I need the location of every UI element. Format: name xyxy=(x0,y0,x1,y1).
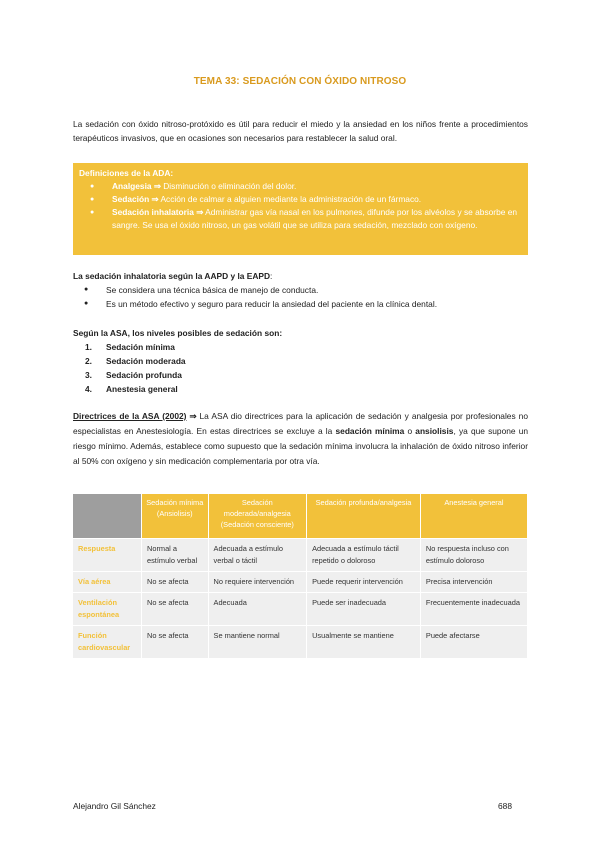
directrices-arrow: ⇒ xyxy=(186,411,200,421)
intro-paragraph: La sedación con óxido nitroso-protóxido es útil para reducir el miedo y la ansiedad en los niños frente a procedimientos terapéuticos invasivos, que en ocasiones son necesarios para restablecer la salud oral. xyxy=(73,119,528,143)
list-label: Sedación mínima xyxy=(106,342,175,352)
header-subline: (Ansiolisis) xyxy=(156,509,193,518)
row-header: Función cardiovascular xyxy=(73,626,142,659)
asa-levels-heading: Según la ASA, los niveles posibles de sedación son: xyxy=(73,328,283,338)
definition-item xyxy=(112,180,522,193)
definition-item xyxy=(112,206,522,232)
table-cell: No respuesta incluso con estímulo doloroso xyxy=(420,539,527,572)
table-header xyxy=(307,494,421,539)
table-cell: Se mantiene normal xyxy=(208,626,307,659)
list-number: 1. xyxy=(85,342,92,352)
asa-levels-section xyxy=(73,326,528,396)
definition-text: Disminución o eliminación del dolor. xyxy=(160,181,297,191)
directrices-text: , ya que supone un riesgo mínimo. Además, establece como supuesto que la sedación mínima involucra la inhalación de óxido nitroso inferior al 50% con oxígeno y sin medicación complementaria por otra vía. xyxy=(73,426,529,466)
table-cell: Adecuada xyxy=(208,593,307,626)
list-label: Sedación moderada xyxy=(106,356,186,366)
definitions-heading: Definiciones de la ADA: xyxy=(79,168,174,178)
header-line: Sedación moderada/analgesia xyxy=(223,498,291,518)
table-header xyxy=(142,494,209,539)
inhalatoria-colon: : xyxy=(270,271,273,281)
inhalatoria-section xyxy=(73,269,528,311)
table-header xyxy=(420,494,527,539)
list-item xyxy=(85,340,528,354)
table-cell: No se afecta xyxy=(142,593,209,626)
table-cell: No requiere intervención xyxy=(208,572,307,593)
list-label: Anestesia general xyxy=(106,384,178,394)
table-cell: Puede afectarse xyxy=(420,626,527,659)
footer-page-number: 688 xyxy=(498,801,512,811)
table-cell: Precisa intervención xyxy=(420,572,527,593)
table-cell: Adecuada a estímulo verbal o táctil xyxy=(208,539,307,572)
table-corner xyxy=(73,494,142,539)
definition-term: Sedación inhalatoria ⇒ xyxy=(112,207,204,217)
asa-levels-list xyxy=(73,340,528,396)
list-item: ● Es un método efectivo y seguro para reducir la ansiedad del paciente en la clínica dental. xyxy=(106,297,528,311)
definitions-list xyxy=(79,180,522,232)
directrices-paragraph xyxy=(73,409,528,469)
table-row xyxy=(73,593,528,626)
list-item xyxy=(85,382,528,396)
row-header: Vía aérea xyxy=(73,572,142,593)
list-number: 2. xyxy=(85,356,92,366)
definition-text: Acción de calmar a alguien mediante la administración de un fármaco. xyxy=(158,194,422,204)
table-cell: Puede ser inadecuada xyxy=(307,593,421,626)
table-row xyxy=(73,539,528,572)
table-cell: No se afecta xyxy=(142,626,209,659)
directrices-bold: ansiolisis xyxy=(415,426,454,436)
list-number: 3. xyxy=(85,370,92,380)
header-line: Anestesia general xyxy=(444,498,504,507)
definition-item xyxy=(112,193,522,206)
row-header: Ventilación espontánea xyxy=(73,593,142,626)
directrices-link: Directrices de la ASA (2002) xyxy=(73,411,187,421)
row-header: Respuesta xyxy=(73,539,142,572)
table-cell: No se afecta xyxy=(142,572,209,593)
table-cell: Frecuentemente inadecuada xyxy=(420,593,527,626)
header-line: Sedación profunda/analgesia xyxy=(315,498,412,507)
table-cell: Adecuada a estímulo táctil repetido o doloroso xyxy=(307,539,421,572)
definition-term: Sedación ⇒ xyxy=(112,194,159,204)
footer-author: Alejandro Gil Sánchez xyxy=(73,801,156,811)
definition-text: Administrar gas vía nasal en los pulmones, difunde por los alvéolos y se absorbe en sangre. Se usa el óxido nitroso, un gas volátil que se utiliza para sedación, mezclado con oxígeno. xyxy=(112,207,518,230)
table-header-row xyxy=(73,494,528,539)
list-item xyxy=(85,354,528,368)
table-cell: Puede requerir intervención xyxy=(307,572,421,593)
definitions-box xyxy=(73,163,528,255)
directrices-bold: sedación mínima xyxy=(335,426,405,436)
list-item xyxy=(85,368,528,382)
table-row xyxy=(73,572,528,593)
header-subline: (Sedación consciente) xyxy=(220,520,294,529)
list-number: 4. xyxy=(85,384,92,394)
table-cell: Usualmente se mantiene xyxy=(307,626,421,659)
table-header xyxy=(208,494,307,539)
header-line: Sedación mínima xyxy=(146,498,204,507)
directrices-text: o xyxy=(404,426,416,436)
definition-term: Analgesia ⇒ xyxy=(112,181,161,191)
inhalatoria-list xyxy=(73,283,528,311)
page-title: TEMA 33: SEDACIÓN CON ÓXIDO NITROSO xyxy=(193,76,407,87)
inhalatoria-heading: La sedación inhalatoria según la AAPD y la EAPD xyxy=(73,271,271,281)
directrices-text: La ASA dio directrices para la aplicación de sedación y analgesia por profesionales no especialistas en Anestesiología. En estas directrices se excluye a la xyxy=(73,411,528,436)
list-item: ● Se considera una técnica básica de manejo de conducta. xyxy=(106,283,528,297)
list-label: Sedación profunda xyxy=(106,370,182,380)
table-cell: Normal a estímulo verbal xyxy=(142,539,209,572)
sedation-table xyxy=(73,494,528,658)
table-row xyxy=(73,626,528,659)
